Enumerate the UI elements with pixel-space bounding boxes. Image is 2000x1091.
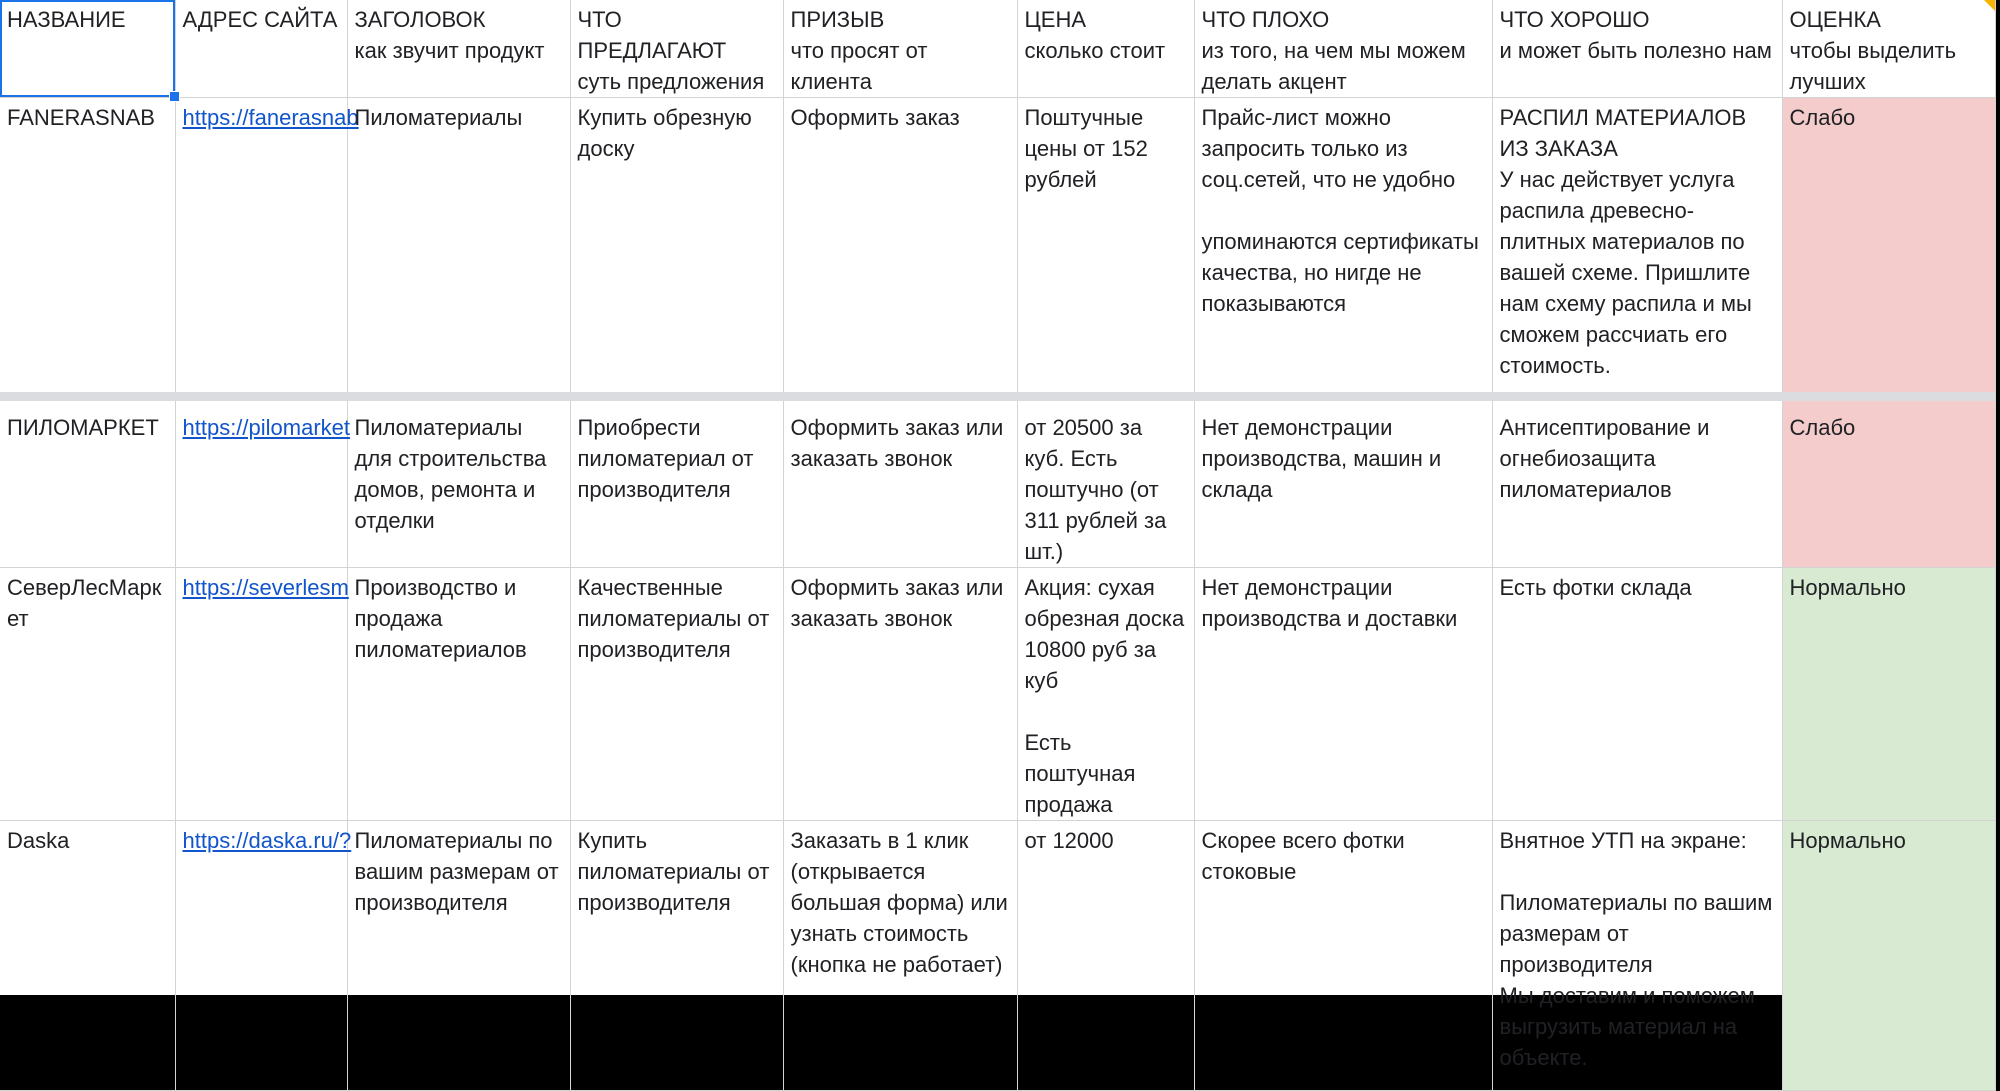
cell-offer[interactable]: Купить пиломатериалы от производителя bbox=[570, 821, 783, 1091]
header-cell-cta[interactable]: ПРИЗЫВ что просят от клиента bbox=[783, 0, 1017, 98]
cell-rating[interactable]: Нормально bbox=[1782, 568, 1995, 821]
header-cell-name[interactable] bbox=[0, 0, 175, 98]
cell-name[interactable]: СеверЛесМаркет bbox=[0, 568, 175, 821]
header-cell-good[interactable]: ЧТО ХОРОШО и может быть полезно нам bbox=[1492, 0, 1782, 98]
cell-offer[interactable]: Приобрести пиломатериал от производителя bbox=[570, 398, 783, 568]
site-link[interactable]: https://daska.ru/? bbox=[182, 828, 352, 853]
header-cell-title[interactable]: ЗАГОЛОВОК как звучит продукт bbox=[347, 0, 570, 98]
cell-cta[interactable]: Оформить заказ или заказать звонок bbox=[783, 568, 1017, 821]
cell-good[interactable]: РАСПИЛ МАТЕРИАЛОВ ИЗ ЗАКАЗА У нас действует услуга распила древесно-плитных материалов по вашей схеме. Пришлите нам схему распила и мы сможем рассчиать его стоимость. bbox=[1492, 98, 1782, 398]
site-link[interactable]: https://severlesm bbox=[182, 575, 349, 600]
header-cell-bad[interactable]: ЧТО ПЛОХО из того, на чем мы можем делать акцент bbox=[1194, 0, 1492, 98]
table-row bbox=[0, 398, 1995, 568]
comment-indicator-icon[interactable] bbox=[1984, 0, 1995, 11]
cell-title[interactable]: Пиломатериалы bbox=[347, 98, 570, 398]
cell-bad[interactable]: Прайс-лист можно запросить только из соц.сетей, что не удобно упоминаются сертификаты качества, но нигде не показываются bbox=[1194, 98, 1492, 398]
cell-rating[interactable]: Слабо bbox=[1782, 98, 1995, 398]
cell-bad[interactable]: Нет демонстрации производства, машин и склада bbox=[1194, 398, 1492, 568]
cell-cta[interactable]: Оформить заказ bbox=[783, 98, 1017, 398]
cell-name[interactable]: ПИЛОМАРКЕТ bbox=[0, 398, 175, 568]
site-link[interactable]: https://fanerasnab bbox=[182, 105, 359, 130]
header-cell-url[interactable]: АДРЕС САЙТА bbox=[175, 0, 347, 98]
cell-url[interactable] bbox=[175, 568, 347, 821]
cell-price[interactable]: Поштучные цены от 152 рублей bbox=[1017, 98, 1194, 398]
cell-good[interactable]: Есть фотки склада bbox=[1492, 568, 1782, 821]
cell-cta[interactable]: Оформить заказ или заказать звонок bbox=[783, 398, 1017, 568]
cell-offer[interactable]: Качественные пиломатериалы от производителя bbox=[570, 568, 783, 821]
header-rating-label: ОЦЕНКА чтобы выделить лучших bbox=[1789, 7, 1957, 94]
cell-name[interactable]: Daska bbox=[0, 821, 175, 1091]
cell-rating[interactable]: Слабо bbox=[1782, 398, 1995, 568]
site-link[interactable]: https://pilomarket bbox=[182, 415, 351, 440]
header-cell-offer[interactable]: ЧТО ПРЕДЛАГАЮТ суть предложения bbox=[570, 0, 783, 98]
table-row bbox=[0, 98, 1995, 398]
cell-bad[interactable]: Скорее всего фотки стоковые bbox=[1194, 821, 1492, 1091]
cell-cta[interactable]: Заказать в 1 клик (открывается большая форма) или узнать стоимость (кнопка не работает) bbox=[783, 821, 1017, 1091]
cell-price[interactable]: Акция: сухая обрезная доска 10800 руб за куб Есть поштучная продажа bbox=[1017, 568, 1194, 821]
header-cell-rating[interactable] bbox=[1782, 0, 1995, 98]
cell-good[interactable]: Внятное УТП на экране: Пиломатериалы по вашим размерам от производителя Мы доставим и поможем выгрузить материал на объекте. bbox=[1492, 821, 1782, 1091]
cell-good[interactable]: Антисептирование и огнебиозащита пиломатериалов bbox=[1492, 398, 1782, 568]
frozen-rows-divider[interactable] bbox=[0, 392, 1995, 401]
cell-url[interactable] bbox=[175, 821, 352, 1091]
table-row bbox=[0, 568, 1995, 821]
cell-price[interactable]: от 20500 за куб. Есть поштучно (от 311 рублей за шт.) bbox=[1017, 398, 1194, 568]
cell-title[interactable]: Пиломатериалы для строительства домов, ремонта и отделки bbox=[347, 398, 570, 568]
cell-price[interactable]: от 12000 bbox=[1017, 821, 1194, 1091]
cell-offer[interactable]: Купить обрезную доску bbox=[570, 98, 783, 398]
cell-url[interactable] bbox=[175, 398, 351, 568]
header-name-label: НАЗВАНИЕ bbox=[7, 7, 126, 32]
cell-title[interactable]: Производство и продажа пиломатериалов bbox=[347, 568, 570, 821]
cell-name[interactable]: FANERASNAB bbox=[0, 98, 175, 398]
cell-url[interactable] bbox=[175, 98, 359, 398]
cell-bad[interactable]: Нет демонстрации производства и доставки bbox=[1194, 568, 1492, 821]
header-cell-price[interactable]: ЦЕНА сколько стоит bbox=[1017, 0, 1194, 98]
cell-rating[interactable]: Нормально bbox=[1782, 821, 1995, 1091]
selection-fill-handle[interactable] bbox=[169, 91, 180, 102]
cell-title[interactable]: Пиломатериалы по вашим размерам от производителя bbox=[347, 821, 570, 1091]
table-row bbox=[0, 821, 1995, 1091]
header-row bbox=[0, 0, 1995, 98]
